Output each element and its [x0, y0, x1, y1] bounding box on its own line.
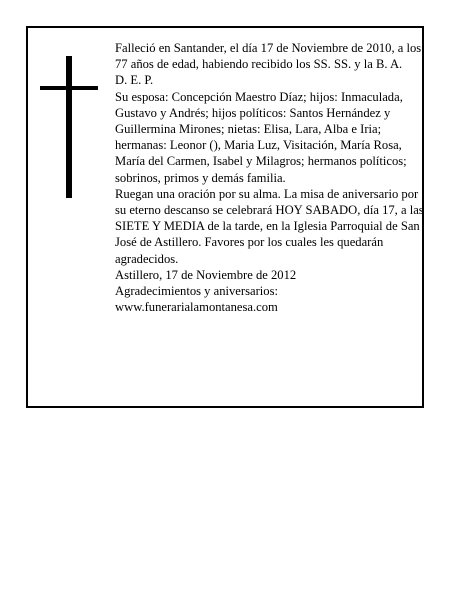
website-text: www.funerarialamontanesa.com [115, 300, 278, 315]
death-announcement: Falleció en Santander, el día 17 de Noviembre de 2010, a los 77 años de edad, habiendo recibido los SS. SS. y la B. A. [115, 41, 422, 72]
obituary-notice [26, 26, 424, 408]
notice-text [115, 40, 425, 315]
family-list: Su esposa: Concepción Maestro Díaz; hijos: Inmaculada, Gustavo y Andrés; hijos políticos: Santos Hernández y Guillermina Mirones; nietas: Elisa, Lara, Alba e Iria; hermanas: Leonor (), Maria Luz, Visitación, María Rosa, María del Carmen, Isabel y Milagros; hermanos políticos; sobrinos, primos y demás familia. [115, 89, 407, 185]
rip-line: D. E. P. [115, 73, 154, 88]
mass-announcement: Ruegan una oración por su alma. La misa de aniversario por su eterno descanso se celebrará HOY SABADO, día 17, a las SIETE Y MEDIA de la tarde, en la Iglesia Parroquial de San José de Astillero. Favores por los cuales les quedarán agradecidos. [115, 186, 424, 266]
cross-vertical-bar [66, 56, 72, 198]
thanks-line: Agradecimientos y aniversarios: [115, 284, 278, 299]
cross-horizontal-bar [40, 86, 98, 90]
place-date-line: Astillero, 17 de Noviembre de 2012 [115, 267, 297, 282]
